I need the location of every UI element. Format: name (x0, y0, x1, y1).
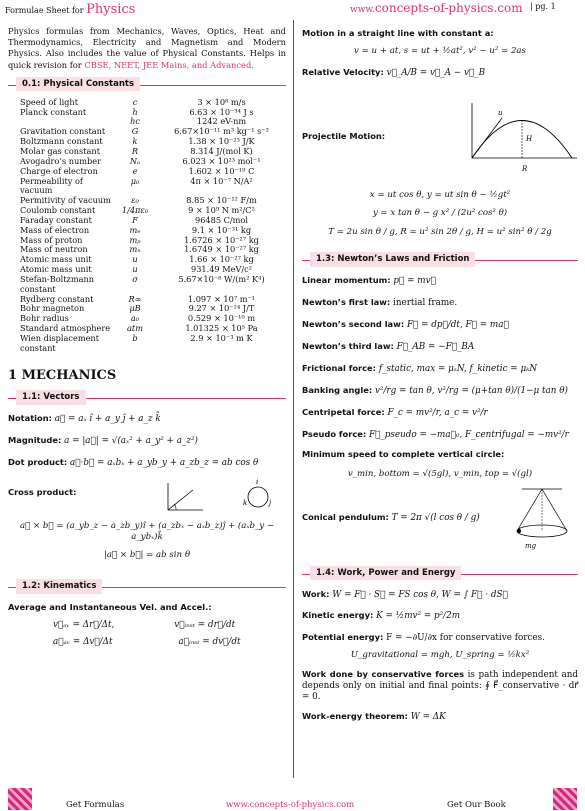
constant-val: 1.097 × 10⁷ m⁻¹ (187, 293, 256, 304)
constant-name: Speed of light (20, 96, 78, 107)
constant-sym: b (132, 333, 138, 343)
constant-sym: R∞ (128, 293, 142, 304)
constant-name: Faraday constant (20, 214, 92, 225)
left-column (8, 26, 286, 654)
constant-name: Avogadro’s number (20, 155, 102, 166)
acceleration-formulas: a⃗ₐᵥ = Δv⃗/Δt a⃗ᵢₙₛₜ = dv⃗/dt (53, 637, 241, 648)
section-newton: 1.3: Newton’s Laws and Friction (302, 252, 578, 269)
constant-sym: h (132, 106, 138, 117)
constant-val: 931.49 MeV/c² (190, 264, 253, 275)
potential-energy: Potential energy: F = −∂U/∂x for conservative forces. (302, 632, 545, 644)
constant-sym: F (132, 214, 138, 225)
constant-val: 1.38 × 10⁻²³ J/K (188, 136, 255, 147)
constant-sym: u (132, 264, 138, 275)
conical-pendulum: Conical pendulum: T = 2π √(l cos θ / g) mg (302, 486, 578, 554)
constant-sym: a₀ (130, 313, 140, 324)
notation-formula: Notation: a⃗ = aₓ î + a_y ĵ + a_z k̂ (8, 412, 161, 424)
projectile-diagram (462, 93, 582, 173)
constant-name: Bohr magneton (20, 303, 85, 314)
constant-sym: R (131, 145, 139, 156)
constant-name: Boltzmann constant (20, 136, 103, 147)
constant-val: 6.023 × 10²³ mol⁻¹ (182, 155, 261, 166)
constant-sym: mₚ (129, 234, 141, 245)
work-formula: Work: W = F⃗ · S⃗ = FS cos θ, W = ∫ F⃗ · dS⃗ (302, 588, 508, 600)
cross-product-diagram (158, 475, 218, 515)
constant-name: Atomic mass unit (20, 254, 92, 265)
constants-table (8, 98, 286, 354)
constant-name: Stefan-Boltzmann constant (20, 273, 95, 294)
newton-third-law: Newton’s third law: F⃗_AB = −F⃗_BA (302, 340, 475, 352)
constant-sym: μ₀ (130, 175, 140, 186)
constant-val: 2.9 × 10⁻³ m K (190, 333, 253, 343)
centripetal-force: Centripetal force: F_c = mv²/r, a_c = v²/r (302, 406, 488, 418)
motion-formula: v = u + at, s = ut + ½at², v² − u² = 2as (354, 45, 526, 56)
constant-name: Gravitation constant (20, 126, 106, 137)
sheet-title: Formulae Sheet for Physics (5, 2, 136, 17)
svg-text:i: i (256, 477, 259, 486)
projectile-eq-1: x = ut cos θ, y = ut sin θ − ½gt² (369, 189, 511, 200)
footer-url[interactable]: www.concepts-of-physics.com (226, 800, 355, 810)
constant-name: Charge of electron (20, 165, 98, 176)
constant-sym: atm (127, 323, 143, 334)
newton-first-law: Newton’s first law: inertial frame. (302, 296, 458, 308)
constant-name: Rydberg constant (20, 293, 94, 304)
book-qr-icon[interactable] (553, 788, 577, 810)
constant-name: Mass of neutron (20, 244, 88, 255)
projectile-block (302, 85, 578, 185)
svg-text:H: H (526, 134, 533, 143)
constant-name: Bohr radius (20, 313, 69, 324)
intro-paragraph: Physics formulas from Mechanics, Waves, Optics, Heat and Thermodynamics, Electricity and Magnetism and Modern Physics. Also includes the value of Physical Constants. Helps in quick revision for CBSE, NEET, JEE Mains, and Advanced. (8, 26, 286, 70)
constant-sym: e (132, 165, 138, 176)
section-kinematics: 1.2: Kinematics (8, 579, 286, 596)
constant-val: 1.01325 × 10⁵ Pa (185, 323, 258, 334)
constant-sym: 1/4πε₀ (121, 205, 149, 216)
frictional-force: Frictional force: f_static, max = μₛN, f_kinetic = μₖN (302, 362, 538, 374)
constant-val: 1.6726 × 10⁻²⁷ kg (184, 234, 259, 245)
work-energy-theorem: Work-energy theorem: W = ΔK (302, 711, 446, 723)
relative-velocity: Relative Velocity: v⃗_A/B = v⃗_A − v⃗_B (302, 66, 486, 78)
dot-product-formula: Dot product: a⃗·b⃗ = aₓbₓ + a_yb_y + a_zb_z = ab cos θ (8, 456, 259, 468)
page-number: | pg. 1 (530, 2, 556, 11)
section-work: 1.4: Work, Power and Energy (302, 566, 578, 583)
constant-val: 96485 C/mol (195, 214, 248, 225)
projectile-label: Projectile Motion: (302, 130, 386, 141)
kinetic-energy: Kinetic energy: K = ½mv² = p²/2m (302, 610, 461, 622)
constant-val: 9.27 × 10⁻²⁴ J/T (188, 303, 255, 314)
section-physical-constants: 0.1: Physical Constants (8, 77, 286, 94)
constant-val: 9 × 10⁹ N m²/C² (188, 205, 255, 216)
banking-angle: Banking angle: v²/rg = tan θ, v²/rg = (μ+tan θ)/(1−μ tan θ) (302, 384, 568, 396)
get-book-link[interactable]: Get Our Book (447, 800, 506, 810)
right-column (302, 26, 578, 729)
linear-momentum: Linear momentum: p⃗ = mv⃗ (302, 274, 436, 286)
constant-row (8, 275, 286, 295)
constant-val: 6.63 × 10⁻³⁴ J s (189, 106, 254, 117)
constant-name: Atomic mass unit (20, 264, 92, 275)
constant-name: Coulomb constant (20, 205, 96, 216)
constant-sym: c (132, 96, 138, 107)
constant-val: 3 × 10⁸ m/s (197, 96, 246, 107)
mechanics-heading: 1 MECHANICS (8, 367, 117, 383)
min-speed-formula: v_min, bottom = √(5gl), v_min, top = √(gl) (347, 468, 533, 479)
get-formulas-link[interactable]: Get Formulas (66, 800, 125, 810)
constant-name: Wien displacement constant (20, 333, 100, 353)
constant-sym: G (131, 126, 139, 137)
cross-product-formula: a⃗ × b⃗ = (a_yb_z − a_zb_y)î + (a_zbₓ − aₓb_z)ĵ + (aₓb_y − a_ybₓ)k̂ (19, 520, 275, 542)
constant-val: 5.67×10⁻⁸ W/(m² K⁴) (178, 273, 265, 284)
header-url[interactable]: www.concepts-of-physics.com (350, 1, 523, 15)
constant-name: Mass of electron (20, 224, 90, 235)
constant-val: 8.314 J/(mol K) (190, 145, 253, 156)
constant-sym: mₙ (129, 244, 141, 255)
projectile-eq-3: T = 2u sin θ / g, R = u² sin 2θ / g, H = u² sin² θ / 2g (328, 227, 552, 238)
constant-val: 8.85 × 10⁻¹² F/m (186, 195, 257, 206)
cross-product-row: Cross product: i k j (8, 475, 286, 515)
constant-val: 1.66 × 10⁻²⁷ kg (189, 254, 254, 265)
constant-sym: σ (132, 273, 138, 284)
constant-sym: μB (129, 303, 141, 314)
section-vectors: 1.1: Vectors (8, 390, 286, 407)
conservative-work: Work done by conservative forces is path independent and depends only on initial and final points: ∮ F⃗_conservative · dr⃗ = 0. (302, 669, 578, 703)
constant-val: 9.1 × 10⁻³¹ kg (191, 224, 252, 235)
velocity-formulas: v⃗ₐᵥ = Δr⃗/Δt, v⃗ᵢₙₛₜ = dr⃗/dt (53, 620, 236, 631)
svg-text:u: u (498, 108, 503, 117)
constant-row (8, 334, 286, 354)
conical-pendulum-diagram (507, 486, 577, 554)
constant-name: Molar gas constant (20, 145, 100, 156)
svg-text:k: k (243, 498, 248, 507)
pseudo-force: Pseudo force: F⃗_pseudo = −ma⃗₀, F_centrifugal = −mv²/r (302, 428, 569, 440)
constant-val: 1242 eV-nm (196, 116, 247, 127)
constant-val: 0.529 × 10⁻¹⁰ m (187, 313, 256, 324)
constant-name: Planck constant (20, 106, 87, 117)
constant-val: 4π × 10⁻⁷ N/A² (190, 175, 253, 186)
constant-sym: u (132, 254, 138, 265)
projectile-eq-2: y = x tan θ − g x² / (2u² cos² θ) (372, 208, 508, 219)
page-footer (0, 788, 585, 811)
magnitude-formula: Magnitude: a = |a⃗| = √(aₓ² + a_y² + a_z²) (8, 434, 198, 446)
formulas-qr-icon[interactable] (8, 788, 32, 810)
constant-sym: mₑ (129, 224, 141, 235)
constant-val: 1.602 × 10⁻¹⁹ C (188, 165, 255, 176)
ijk-cycle-icon (238, 475, 278, 515)
constant-name: Standard atmosphere (20, 323, 111, 334)
column-divider (293, 20, 294, 778)
constant-sym: hc (130, 116, 140, 127)
cross-magnitude-formula: |a⃗ × b⃗| = ab sin θ (103, 550, 190, 561)
newton-second-law: Newton’s second law: F⃗ = dp⃗/dt, F⃗ = ma⃗ (302, 318, 509, 330)
exam-links[interactable]: CBSE, NEET, JEE Mains, and Advanced. (84, 59, 254, 70)
min-speed-label: Minimum speed to complete vertical circle: (302, 448, 505, 459)
constant-name: Mass of proton (20, 234, 83, 245)
motion-label: Motion in a straight line with constant a: (302, 28, 494, 38)
constant-sym: ε₀ (131, 195, 139, 206)
constant-sym: Nₐ (129, 155, 141, 166)
svg-text:mg: mg (525, 541, 537, 550)
svg-text:j: j (269, 498, 272, 507)
page-header (0, 0, 585, 17)
constant-name: Permeability of vacuum (20, 175, 83, 196)
constant-sym: k (132, 136, 138, 147)
constant-val: 1.6749 × 10⁻²⁷ kg (184, 244, 259, 255)
constant-row (8, 177, 286, 197)
avg-inst-label: Average and Instantaneous Vel. and Accel.: (8, 602, 212, 613)
constant-name: Permitivity of vacuum (20, 195, 111, 206)
potential-energy-forms: U_gravitational = mgh, U_spring = ½kx² (350, 650, 530, 661)
constant-val: 6.67×10⁻¹¹ m³ kg⁻¹ s⁻² (174, 126, 269, 137)
svg-text:R: R (522, 164, 528, 173)
